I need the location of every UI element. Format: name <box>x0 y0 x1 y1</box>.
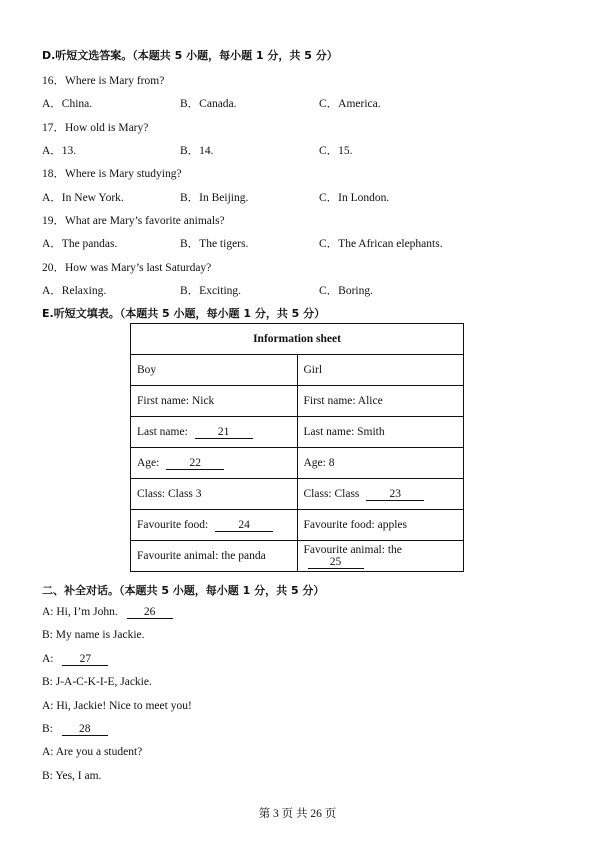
table-title: Information sheet <box>131 324 464 355</box>
boy-favourite-animal: Favourite animal: the panda <box>131 541 298 572</box>
table-row <box>131 448 464 479</box>
dialogue-text: A: Hi, I’m John. <box>42 606 118 618</box>
dialogue-line-7: A: Are you a student? <box>42 746 143 758</box>
blank-26[interactable]: 26 <box>127 606 173 619</box>
dialogue-line-2: B: My name is Jackie. <box>42 629 145 641</box>
blank-22[interactable]: 22 <box>166 457 224 470</box>
option-19-b: B．The tigers. <box>180 238 249 250</box>
question-20: 20．How was Mary’s last Saturday? <box>42 262 212 274</box>
blank-25[interactable]: 25 <box>308 556 364 569</box>
boy-first-name: First name: Nick <box>131 386 298 417</box>
dialogue-text: B: <box>42 723 53 735</box>
option-17-b: B．14. <box>180 145 214 157</box>
girl-favourite-animal <box>297 541 464 572</box>
page-footer: 第 3 页 共 26 页 <box>258 808 337 820</box>
option-18-a: A．In New York. <box>42 192 124 204</box>
table-row <box>131 386 464 417</box>
information-sheet-table <box>130 323 464 572</box>
option-19-c: C．The African elephants. <box>319 238 443 250</box>
dialogue-line-8: B: Yes, I am. <box>42 770 102 782</box>
girl-animal-label: Favourite animal: the <box>303 543 402 556</box>
blank-28[interactable]: 28 <box>62 723 108 736</box>
dialogue-line-3 <box>42 653 108 666</box>
option-20-c: C．Boring. <box>319 285 373 297</box>
boy-class: Class: Class 3 <box>131 479 298 510</box>
option-18-c: C．In London. <box>319 192 390 204</box>
option-17-a: A．13. <box>42 145 77 157</box>
question-17: 17．How old is Mary? <box>42 122 149 134</box>
question-16: 16．Where is Mary from? <box>42 75 165 87</box>
blank-24[interactable]: 24 <box>215 519 273 532</box>
dialogue-line-1 <box>42 606 173 619</box>
option-19-a: A．The pandas. <box>42 238 118 250</box>
girl-last-name: Last name: Smith <box>297 417 464 448</box>
dialogue-line-4: B: J-A-C-K-I-E, Jackie. <box>42 676 152 688</box>
dialogue-text: A: <box>42 653 54 665</box>
question-19: 19．What are Mary’s favorite animals? <box>42 215 225 227</box>
option-16-a: A．China. <box>42 98 93 110</box>
option-20-b: B．Exciting. <box>180 285 242 297</box>
dialogue-line-5: A: Hi, Jackie! Nice to meet you! <box>42 700 192 712</box>
girl-header: Girl <box>297 355 464 386</box>
blank-23[interactable]: 23 <box>366 488 424 501</box>
boy-last-name-label: Last name: <box>137 425 188 438</box>
option-18-b: B．In Beijing. <box>180 192 249 204</box>
boy-age-label: Age: <box>137 456 160 469</box>
table-row <box>131 510 464 541</box>
boy-age <box>131 448 298 479</box>
table-row <box>131 479 464 510</box>
option-20-a: A．Relaxing. <box>42 285 107 297</box>
table-row <box>131 355 464 386</box>
table-row <box>131 417 464 448</box>
table-row <box>131 541 464 572</box>
blank-21[interactable]: 21 <box>195 426 253 439</box>
boy-favourite-food <box>131 510 298 541</box>
boy-last-name <box>131 417 298 448</box>
girl-favourite-food: Favourite food: apples <box>297 510 464 541</box>
section-2-heading: 二、补全对话。（本题共 5 小题，每小题 1 分，共 5 分） <box>42 584 325 597</box>
section-e-heading: E.听短文填表。（本题共 5 小题，每小题 1 分，共 5 分） <box>42 307 326 320</box>
blank-27[interactable]: 27 <box>62 653 108 666</box>
option-16-c: C．America. <box>319 98 381 110</box>
section-d-heading: D.听短文选答案。（本题共 5 小题，每小题 1 分，共 5 分） <box>42 49 338 62</box>
dialogue-line-6 <box>42 723 108 736</box>
girl-class <box>297 479 464 510</box>
girl-age: Age: 8 <box>297 448 464 479</box>
question-18: 18．Where is Mary studying? <box>42 168 182 180</box>
boy-food-label: Favourite food: <box>137 518 209 531</box>
boy-header: Boy <box>131 355 298 386</box>
option-17-c: C．15. <box>319 145 353 157</box>
girl-first-name: First name: Alice <box>297 386 464 417</box>
option-16-b: B．Canada. <box>180 98 237 110</box>
girl-class-label: Class: Class <box>303 487 360 500</box>
